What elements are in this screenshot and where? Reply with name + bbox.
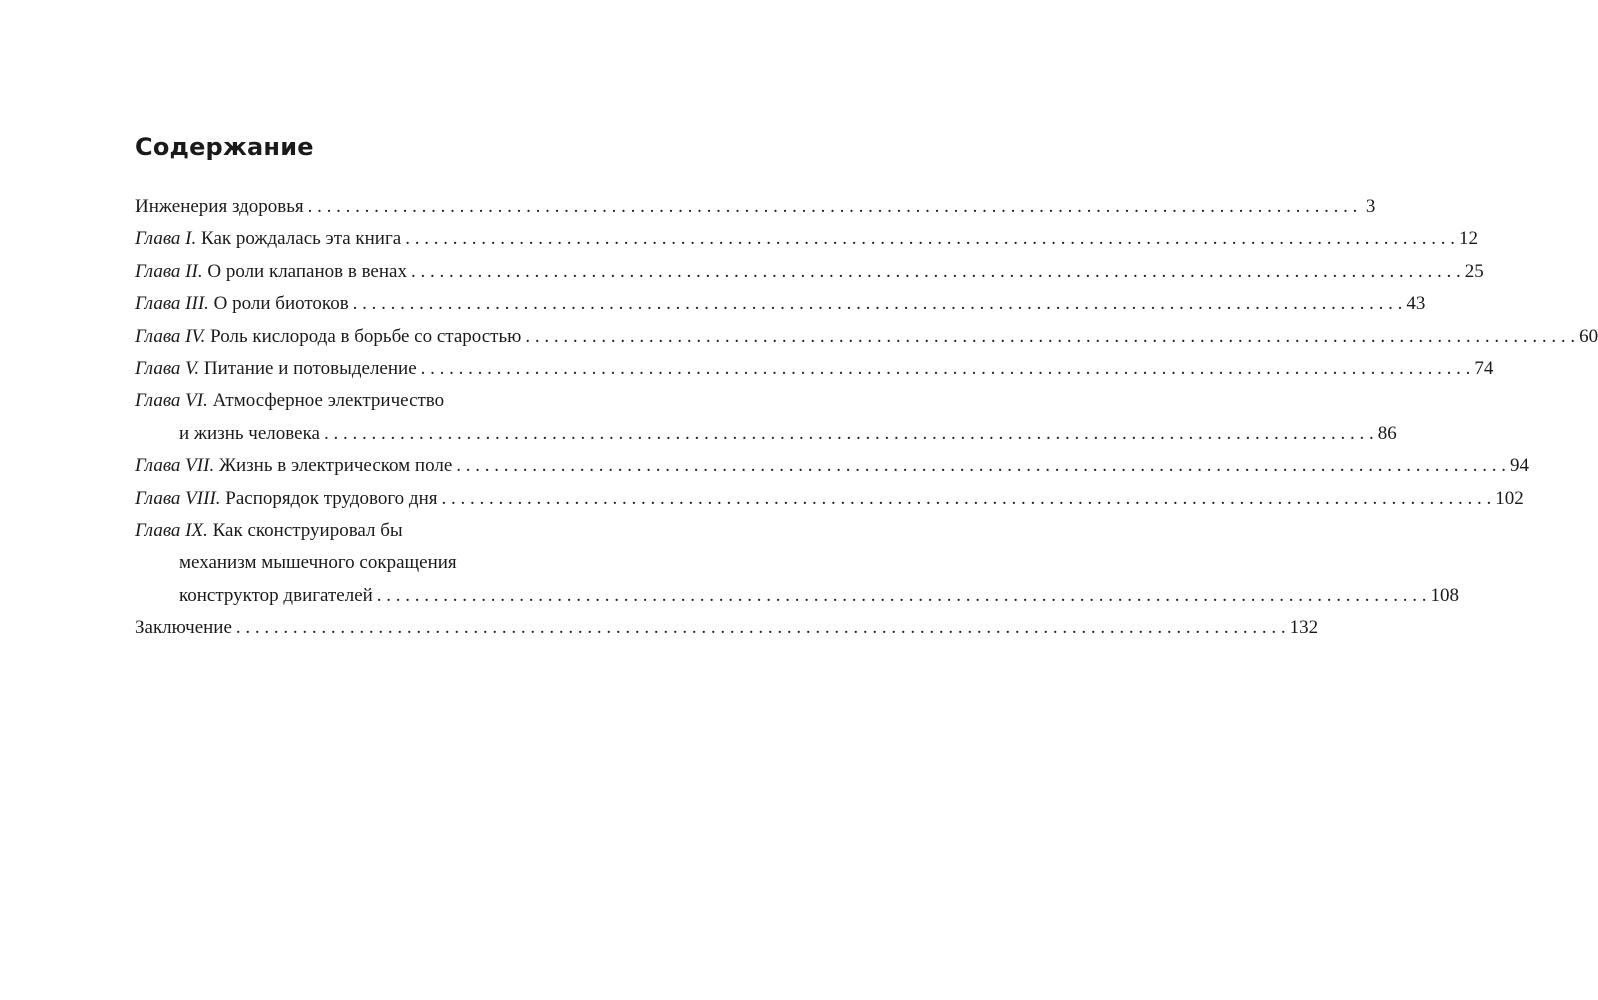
- toc-chapter-title: Питание и потовыделение: [199, 357, 417, 379]
- toc-entry-label: [135, 488, 438, 510]
- toc-chapter-title: Жизнь в электрическом поле: [214, 455, 453, 477]
- toc-chapter-title: О роли клапанов в венах: [202, 260, 407, 282]
- toc-page-number: 74: [1474, 357, 1494, 379]
- dot-leader: [405, 228, 1455, 250]
- toc-chapter-number: Глава VII.: [135, 455, 215, 477]
- toc-chapter-number: Глава IV.: [135, 325, 206, 347]
- toc-entry: [135, 552, 611, 584]
- toc-entry: [135, 196, 1376, 228]
- toc-entry-label: [135, 293, 349, 315]
- toc-chapter-number: Глава VIII.: [135, 487, 221, 509]
- toc-entry: [135, 487, 1524, 520]
- toc-page-number: 43: [1406, 293, 1426, 315]
- toc-page-number: 108: [1430, 584, 1460, 606]
- dot-leader: [442, 488, 1492, 510]
- toc-chapter-title: Распорядок трудового дня: [220, 487, 438, 509]
- toc-chapter-title: и жизнь человека: [179, 422, 320, 444]
- dot-leader: [308, 196, 1358, 218]
- toc-entry-label: [179, 585, 373, 607]
- toc-page-number: 25: [1464, 260, 1484, 282]
- toc-chapter-number: Глава IX.: [135, 519, 208, 541]
- dot-leader: [324, 423, 1374, 445]
- toc-page-number: 3: [1365, 196, 1376, 217]
- toc-page-number: 102: [1495, 487, 1524, 509]
- dot-leader: [421, 358, 1471, 380]
- toc-page-number: 12: [1458, 228, 1478, 250]
- toc-entry-label: [179, 552, 457, 574]
- toc-entry-label: [135, 455, 452, 477]
- table-of-contents: [135, 196, 1598, 649]
- toc-entry: [135, 390, 611, 422]
- toc-entry: [135, 520, 611, 552]
- toc-chapter-title: механизм мышечного сокращения: [179, 552, 457, 574]
- toc-chapter-number: Глава III.: [135, 293, 209, 315]
- toc-entry: [135, 584, 1460, 617]
- toc-entry-label: [135, 390, 444, 412]
- toc-chapter-title: Инженерия здоровья: [135, 196, 304, 217]
- toc-page-number: 86: [1377, 422, 1397, 444]
- toc-entry-label: [135, 617, 232, 639]
- dot-leader: [236, 617, 1286, 639]
- dot-leader: [456, 455, 1506, 477]
- toc-chapter-title: Как рождалась эта книга: [196, 228, 402, 250]
- dot-leader: [353, 293, 1403, 315]
- toc-entry: [135, 422, 1397, 455]
- dot-leader: [377, 585, 1427, 607]
- page-title: Содержание: [135, 133, 314, 161]
- dot-leader: [411, 261, 1461, 283]
- toc-entry-label: [135, 326, 521, 348]
- toc-entry: [135, 228, 1478, 260]
- toc-chapter-title: О роли биотоков: [208, 293, 349, 315]
- toc-chapter-number: Глава I.: [135, 228, 197, 250]
- toc-entry-label: [179, 423, 320, 445]
- toc-entry: [135, 260, 1484, 293]
- toc-chapter-title: Заключение: [135, 617, 232, 639]
- toc-entry-label: [135, 261, 407, 283]
- toc-chapter-number: Глава V.: [135, 357, 200, 379]
- toc-chapter-number: Глава II.: [135, 260, 203, 282]
- toc-entry: [135, 357, 1494, 390]
- toc-entry: [135, 617, 1319, 649]
- toc-page-number: 94: [1510, 455, 1530, 477]
- toc-chapter-number: Глава VI.: [135, 390, 208, 412]
- toc-chapter-title: Атмосферное электричество: [207, 390, 445, 412]
- toc-page-number: 132: [1289, 617, 1319, 639]
- toc-entry-label: [135, 228, 401, 250]
- toc-entry-label: [135, 196, 304, 218]
- dot-leader: [525, 326, 1575, 348]
- toc-entry: [135, 325, 1598, 358]
- toc-page-number: 60: [1579, 325, 1598, 347]
- toc-entry-label: [135, 358, 417, 380]
- toc-entry-label: [135, 520, 403, 542]
- toc-entry: [135, 293, 1426, 325]
- toc-chapter-title: конструктор двигателей: [179, 584, 373, 606]
- toc-entry: [135, 455, 1530, 487]
- toc-chapter-title: Роль кислорода в борьбе со старостью: [205, 325, 522, 347]
- toc-chapter-title: Как сконструировал бы: [207, 519, 403, 541]
